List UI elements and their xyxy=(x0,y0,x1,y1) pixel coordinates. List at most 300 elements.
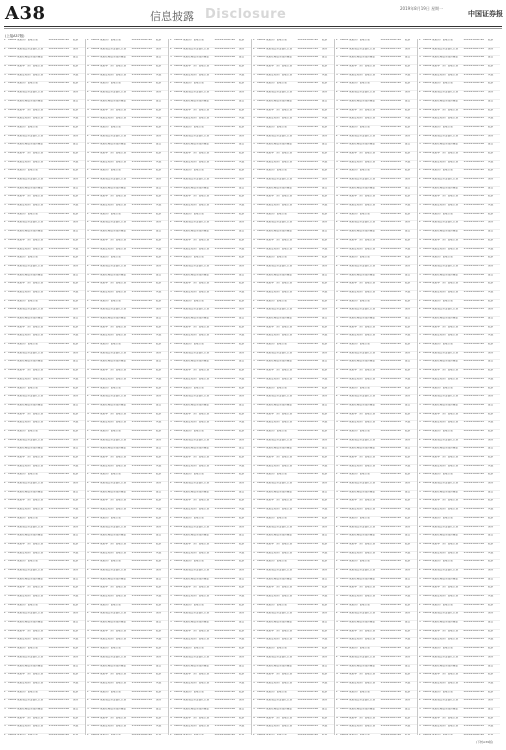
table-cell-code: X0003 xyxy=(91,230,100,233)
table-cell-name: 某某定向资产管理计划 xyxy=(183,377,209,380)
table-cell-type: 股票 xyxy=(405,542,411,545)
table-cell-type: 债券 xyxy=(239,178,245,180)
table-cell-date: 2019-04-08 xyxy=(137,490,153,493)
table-cell-code: X0002 xyxy=(340,178,349,180)
table-cell-code: X0002 xyxy=(91,612,100,615)
table-cell-code: X0004 xyxy=(340,456,349,458)
table-row xyxy=(336,378,417,387)
table-cell-name: 某某单一资产管理计划 xyxy=(432,282,458,285)
table-cell-no: 2 xyxy=(336,568,338,571)
table-cell-no: 5 xyxy=(170,638,172,641)
table-cell-no: 1 xyxy=(419,690,421,693)
table-cell-code: X0003 xyxy=(174,490,183,493)
table-cell-no: 2 xyxy=(4,612,6,615)
table-cell-name: 某某定向资产管理计划 xyxy=(266,551,292,554)
table-cell-name: 某某私募证券投资基金 xyxy=(17,707,43,710)
table-cell-amount: 300 xyxy=(131,699,137,702)
table-cell-no: 2 xyxy=(336,47,338,50)
table-cell-name: 某某资产管理计划 xyxy=(266,256,287,259)
table-cell-date: 2019-02-20 xyxy=(469,647,485,650)
table-cell-no: 1 xyxy=(336,39,338,41)
table-cell-no: 2 xyxy=(170,221,172,224)
table-cell-type: 股票 xyxy=(405,516,411,519)
table-cell-no: 3 xyxy=(4,534,6,537)
table-cell-amount: 500 xyxy=(214,256,220,259)
table-cell-date: 2019-05-16 xyxy=(303,238,319,241)
table-cell-no: 1 xyxy=(419,39,421,41)
table-cell-name: 某某定向资产管理计划 xyxy=(183,421,209,424)
table-cell-type: 债券 xyxy=(239,395,245,398)
table-row xyxy=(4,665,85,674)
table-cell-code: X0003 xyxy=(257,707,266,710)
table-cell-date: 2019-05-16 xyxy=(386,673,402,676)
table-cell-no: 2 xyxy=(253,308,255,311)
table-row xyxy=(253,413,334,422)
table-cell-no: 3 xyxy=(253,317,255,319)
table-row xyxy=(419,274,500,283)
table-cell-date: 2019-05-16 xyxy=(469,325,485,328)
table-cell-date: 2019-05-16 xyxy=(220,108,236,111)
table-cell-date: 2019-02-20 xyxy=(137,256,153,259)
table-cell-amount: 150 xyxy=(463,247,469,250)
table-cell-type: 债券 xyxy=(239,264,245,267)
table-cell-code: X0005 xyxy=(257,421,266,424)
table-cell-type: 股票 xyxy=(405,629,411,632)
table-cell-amount: 500 xyxy=(463,603,469,606)
table-cell-amount: 800 xyxy=(131,282,137,285)
table-cell-code: X0003 xyxy=(340,143,349,146)
table-row xyxy=(170,491,251,500)
table-cell-amount: 200 xyxy=(380,403,386,406)
table-cell-type: 其他 xyxy=(488,595,494,597)
table-cell-code: X0003 xyxy=(8,534,17,537)
table-cell-no: 5 xyxy=(253,117,255,120)
table-cell-amount: 150 xyxy=(297,421,303,424)
table-cell-type: 混合 xyxy=(405,99,411,102)
table-cell-code: X0003 xyxy=(174,360,183,363)
page-header xyxy=(0,0,506,26)
table-cell-no: 1 xyxy=(170,212,172,215)
table-cell-no: 5 xyxy=(4,377,6,380)
table-cell-amount: 300 xyxy=(214,351,220,354)
table-cell-code: X0005 xyxy=(8,551,17,554)
table-cell-date: 2019-04-08 xyxy=(303,56,319,59)
table-cell-no: 2 xyxy=(87,612,89,615)
table-row xyxy=(87,517,168,526)
table-cell-date: 2019-04-08 xyxy=(386,56,402,59)
table-cell-type: 股票 xyxy=(73,169,79,172)
table-cell-date: 2019-04-08 xyxy=(469,447,485,450)
table-cell-no: 5 xyxy=(253,551,255,554)
table-row xyxy=(170,586,251,595)
table-cell-code: X0002 xyxy=(340,568,349,571)
table-cell-type: 其他 xyxy=(156,421,162,424)
table-cell-amount: 200 xyxy=(380,577,386,580)
table-cell-name: 某某资产管理计划 xyxy=(183,256,204,259)
table-cell-type: 混合 xyxy=(322,143,328,146)
table-cell-type: 债券 xyxy=(73,134,79,137)
table-cell-code: X0001 xyxy=(257,39,266,41)
table-cell-amount: 300 xyxy=(214,655,220,658)
table-cell-date: 2019-03-12 xyxy=(54,47,70,50)
table-cell-name: 某某私募证券投资基金 xyxy=(349,317,375,319)
table-cell-code: X0005 xyxy=(257,204,266,207)
table-cell-no: 1 xyxy=(87,429,89,432)
table-cell-type: 股票 xyxy=(405,282,411,285)
table-cell-name: 某某资产管理计划 xyxy=(349,473,370,476)
table-cell-amount: 300 xyxy=(297,655,303,658)
table-cell-no: 5 xyxy=(253,247,255,250)
table-cell-name: 某某定向资产管理计划 xyxy=(432,464,458,467)
table-cell-code: X0004 xyxy=(8,499,17,502)
table-cell-amount: 150 xyxy=(48,551,54,554)
table-row xyxy=(419,491,500,500)
table-cell-no: 5 xyxy=(419,421,421,424)
table-cell-date: 2019-04-08 xyxy=(54,707,70,710)
table-cell-name: 某某单一资产管理计划 xyxy=(349,195,375,198)
table-cell-name: 某某定向资产管理计划 xyxy=(266,290,292,293)
table-cell-date: 2019-06-03 xyxy=(54,160,70,163)
table-cell-no: 4 xyxy=(87,195,89,198)
table-cell-type: 债券 xyxy=(239,91,245,94)
table-cell-name: 某某资产管理计划 xyxy=(266,516,287,519)
table-cell-code: X0004 xyxy=(340,716,349,719)
table-cell-no: 5 xyxy=(419,377,421,380)
table-row xyxy=(253,56,334,65)
table-cell-amount: 150 xyxy=(48,204,54,207)
table-row xyxy=(170,717,251,726)
table-cell-amount: 500 xyxy=(131,603,137,606)
table-cell-type: 股票 xyxy=(405,369,411,372)
table-cell-type: 其他 xyxy=(405,508,411,511)
table-row xyxy=(87,725,168,734)
table-cell-date: 2019-05-16 xyxy=(137,673,153,676)
table-cell-amount: 200 xyxy=(380,273,386,276)
table-row xyxy=(336,178,417,187)
table-cell-amount: 200 xyxy=(131,99,137,102)
table-cell-no: 1 xyxy=(170,169,172,172)
table-cell-amount: 300 xyxy=(463,351,469,354)
table-cell-date: 2019-02-20 xyxy=(386,125,402,128)
table-cell-no: 3 xyxy=(87,360,89,363)
table-cell-amount: 500 xyxy=(463,256,469,259)
table-cell-date: 2019-03-12 xyxy=(303,699,319,702)
table-cell-amount: 300 xyxy=(380,221,386,224)
table-column xyxy=(4,39,86,735)
table-cell-no: 3 xyxy=(4,273,6,276)
table-row xyxy=(336,682,417,691)
table-cell-code: X0003 xyxy=(257,143,266,146)
table-cell-date: 2019-04-08 xyxy=(54,56,70,59)
table-cell-name: 某某单一资产管理计划 xyxy=(17,499,43,502)
table-cell-code: X0001 xyxy=(91,386,100,389)
table-cell-amount: 300 xyxy=(463,612,469,615)
table-row xyxy=(170,74,251,83)
table-row xyxy=(336,665,417,674)
table-row xyxy=(4,152,85,161)
table-row xyxy=(253,300,334,309)
table-cell-name: 某某定向资产管理计划 xyxy=(100,464,126,467)
table-cell-no: 5 xyxy=(4,421,6,424)
table-row xyxy=(336,334,417,343)
table-cell-amount: 800 xyxy=(380,195,386,198)
table-cell-date: 2019-03-12 xyxy=(469,395,485,398)
table-row xyxy=(4,91,85,100)
table-row xyxy=(419,578,500,587)
table-cell-code: X0003 xyxy=(174,143,183,146)
table-cell-name: 某某单一资产管理计划 xyxy=(100,238,126,241)
table-row xyxy=(170,178,251,187)
table-row xyxy=(253,404,334,413)
table-cell-date: 2019-03-12 xyxy=(303,221,319,224)
table-cell-code: X0004 xyxy=(91,586,100,589)
table-cell-no: 2 xyxy=(170,134,172,137)
table-cell-code: X0001 xyxy=(423,647,432,650)
table-cell-no: 4 xyxy=(253,369,255,372)
table-cell-no: 1 xyxy=(253,429,255,432)
table-cell-no: 4 xyxy=(419,412,421,415)
table-cell-amount: 150 xyxy=(463,290,469,293)
table-row xyxy=(87,395,168,404)
table-cell-code: X0004 xyxy=(257,542,266,545)
table-cell-type: 股票 xyxy=(322,282,328,285)
table-cell-date: 2019-02-20 xyxy=(137,603,153,606)
table-cell-code: X0002 xyxy=(340,308,349,311)
table-cell-amount: 300 xyxy=(131,482,137,485)
table-row xyxy=(253,534,334,543)
table-cell-amount: 200 xyxy=(463,621,469,624)
table-cell-code: X0002 xyxy=(8,482,17,485)
table-cell-amount: 500 xyxy=(463,299,469,302)
table-cell-type: 混合 xyxy=(322,707,328,710)
table-cell-name: 某某集合资金信托计划 xyxy=(100,699,126,702)
table-cell-type: 股票 xyxy=(488,386,494,389)
table-cell-type: 股票 xyxy=(73,299,79,302)
table-cell-name: 某某单一资产管理计划 xyxy=(349,369,375,372)
table-cell-code: X0005 xyxy=(257,551,266,554)
table-cell-date: 2019-04-08 xyxy=(386,403,402,406)
table-cell-type: 股票 xyxy=(73,195,79,198)
table-row xyxy=(419,586,500,595)
table-cell-name: 某某集合资金信托计划 xyxy=(266,482,292,485)
table-cell-type: 债券 xyxy=(239,438,245,441)
table-cell-type: 股票 xyxy=(405,65,411,68)
table-cell-amount: 150 xyxy=(214,508,220,511)
table-cell-code: X0002 xyxy=(8,525,17,528)
table-cell-type: 其他 xyxy=(405,725,411,728)
table-cell-name: 某某集合资金信托计划 xyxy=(432,91,458,94)
table-cell-name: 某某资产管理计划 xyxy=(100,690,121,693)
table-cell-name: 某某私募证券投资基金 xyxy=(17,360,43,363)
table-cell-date: 2019-03-12 xyxy=(469,264,485,267)
table-cell-type: 其他 xyxy=(239,117,245,120)
table-cell-no: 2 xyxy=(170,395,172,398)
table-cell-amount: 300 xyxy=(297,178,303,180)
table-cell-type: 其他 xyxy=(156,681,162,684)
table-cell-no: 1 xyxy=(4,299,6,302)
table-cell-date: 2019-04-08 xyxy=(469,186,485,189)
table-cell-type: 其他 xyxy=(239,595,245,597)
table-row xyxy=(4,586,85,595)
table-cell-date: 2019-04-08 xyxy=(303,490,319,493)
table-cell-code: X0003 xyxy=(423,621,432,624)
table-cell-code: X0004 xyxy=(8,238,17,241)
table-cell-name: 某某集合资金信托计划 xyxy=(349,438,375,441)
table-cell-type: 其他 xyxy=(73,377,79,380)
table-row xyxy=(253,178,334,187)
table-cell-amount: 200 xyxy=(380,186,386,189)
table-cell-no: 5 xyxy=(4,595,6,597)
table-cell-code: X0001 xyxy=(340,690,349,693)
table-cell-no: 1 xyxy=(170,603,172,606)
table-cell-date: 2019-05-16 xyxy=(137,151,153,154)
table-row xyxy=(170,369,251,378)
table-cell-amount: 800 xyxy=(214,108,220,111)
table-cell-name: 某某私募证券投资基金 xyxy=(17,664,43,667)
table-cell-type: 股票 xyxy=(73,369,79,372)
table-cell-date: 2019-06-03 xyxy=(220,334,236,337)
table-cell-name: 某某私募证券投资基金 xyxy=(100,99,126,102)
table-row xyxy=(336,135,417,144)
table-cell-name: 某某定向资产管理计划 xyxy=(349,377,375,380)
table-cell-name: 某某单一资产管理计划 xyxy=(17,325,43,328)
table-cell-date: 2019-04-08 xyxy=(137,664,153,667)
table-row xyxy=(253,456,334,465)
table-row xyxy=(336,117,417,126)
table-row xyxy=(87,673,168,682)
table-row xyxy=(419,734,500,735)
table-cell-code: X0002 xyxy=(91,134,100,137)
table-cell-no: 4 xyxy=(336,586,338,589)
table-cell-name: 某某定向资产管理计划 xyxy=(432,638,458,641)
table-cell-code: X0004 xyxy=(423,195,432,198)
table-cell-no: 1 xyxy=(4,125,6,128)
table-row xyxy=(336,274,417,283)
table-cell-code: X0003 xyxy=(174,186,183,189)
table-cell-no: 4 xyxy=(4,325,6,328)
table-cell-date: 2019-06-03 xyxy=(220,377,236,380)
table-cell-code: X0001 xyxy=(174,82,183,85)
table-cell-name: 某某集合资金信托计划 xyxy=(100,612,126,615)
table-cell-no: 1 xyxy=(170,690,172,693)
table-cell-type: 股票 xyxy=(488,195,494,198)
table-cell-no: 3 xyxy=(4,664,6,667)
table-row xyxy=(87,265,168,274)
table-cell-name: 某某单一资产管理计划 xyxy=(100,542,126,545)
table-cell-no: 5 xyxy=(170,464,172,467)
table-cell-code: X0001 xyxy=(91,429,100,432)
table-cell-no: 2 xyxy=(170,351,172,354)
table-row xyxy=(336,204,417,213)
table-row xyxy=(4,126,85,135)
table-cell-amount: 800 xyxy=(214,325,220,328)
table-cell-type: 其他 xyxy=(322,638,328,641)
table-row xyxy=(4,499,85,508)
table-cell-code: X0003 xyxy=(91,403,100,406)
table-cell-amount: 300 xyxy=(463,308,469,311)
table-cell-name: 某某集合资金信托计划 xyxy=(266,91,292,94)
table-cell-amount: 150 xyxy=(214,247,220,250)
table-cell-amount: 300 xyxy=(297,525,303,528)
table-cell-no: 1 xyxy=(87,125,89,128)
table-cell-code: X0002 xyxy=(340,351,349,354)
table-cell-code: X0001 xyxy=(423,125,432,128)
table-cell-amount: 500 xyxy=(214,343,220,346)
table-row xyxy=(87,638,168,647)
table-row xyxy=(336,612,417,621)
table-cell-type: 股票 xyxy=(322,238,328,241)
table-cell-date: 2019-04-08 xyxy=(54,490,70,493)
table-cell-type: 债券 xyxy=(405,308,411,311)
table-row xyxy=(419,526,500,535)
table-row xyxy=(4,48,85,57)
table-cell-amount: 150 xyxy=(214,117,220,120)
table-cell-date: 2019-06-03 xyxy=(220,551,236,554)
table-cell-name: 某某定向资产管理计划 xyxy=(266,638,292,641)
table-cell-amount: 800 xyxy=(463,673,469,676)
table-cell-date: 2019-03-12 xyxy=(220,178,236,180)
table-cell-amount: 800 xyxy=(214,238,220,241)
table-cell-amount: 300 xyxy=(131,655,137,658)
table-row xyxy=(336,430,417,439)
table-cell-amount: 300 xyxy=(48,91,54,94)
table-cell-type: 其他 xyxy=(239,551,245,554)
table-cell-code: X0001 xyxy=(423,343,432,346)
table-cell-no: 4 xyxy=(4,238,6,241)
table-cell-code xyxy=(423,734,432,735)
table-cell-no: 2 xyxy=(87,568,89,571)
table-cell-no: 2 xyxy=(336,482,338,485)
table-cell-name: 某某单一资产管理计划 xyxy=(100,412,126,415)
table-cell-type: 混合 xyxy=(239,99,245,102)
table-cell-name: 某某单一资产管理计划 xyxy=(266,195,292,198)
table-cell-type: 股票 xyxy=(239,673,245,676)
table-row xyxy=(419,161,500,170)
table-cell-name: 某某定向资产管理计划 xyxy=(183,595,209,597)
table-cell-code: X0003 xyxy=(8,317,17,319)
table-row xyxy=(4,256,85,265)
table-cell-code: X0002 xyxy=(423,178,432,180)
table-cell-type: 混合 xyxy=(405,273,411,276)
table-cell-code: X0003 xyxy=(257,577,266,580)
table-cell-name: 某某集合资金信托计划 xyxy=(432,655,458,658)
table-cell-no: 4 xyxy=(4,586,6,589)
table-cell-type: 其他 xyxy=(322,247,328,250)
table-cell-name: 某某定向资产管理计划 xyxy=(349,117,375,120)
table-cell-type: 股票 xyxy=(239,429,245,432)
table-cell-code: X0001 xyxy=(257,82,266,85)
table-cell-amount: 500 xyxy=(380,343,386,346)
table-row xyxy=(4,369,85,378)
table-cell-date: 2019-04-08 xyxy=(303,621,319,624)
table-cell-amount: 800 xyxy=(463,456,469,458)
table-cell-name: 某某定向资产管理计划 xyxy=(266,725,292,728)
table-cell-date: 2019-02-20 xyxy=(54,169,70,172)
table-cell-code: X0001 xyxy=(8,386,17,389)
table-cell-date: 2019-04-08 xyxy=(54,360,70,363)
table-cell-name: 某某私募证券投资基金 xyxy=(266,273,292,276)
table-row xyxy=(170,656,251,665)
table-cell-date: 2019-03-12 xyxy=(137,308,153,311)
table-cell-code: X0002 xyxy=(174,47,183,50)
table-cell-amount: 300 xyxy=(48,351,54,354)
table-cell-name: 某某单一资产管理计划 xyxy=(17,282,43,285)
table-cell-type: 债券 xyxy=(73,438,79,441)
table-cell-no: 3 xyxy=(170,317,172,319)
table-cell-name: 某某私募证券投资基金 xyxy=(17,186,43,189)
table-cell-type: 债券 xyxy=(322,351,328,354)
table-cell-amount: 500 xyxy=(297,473,303,476)
